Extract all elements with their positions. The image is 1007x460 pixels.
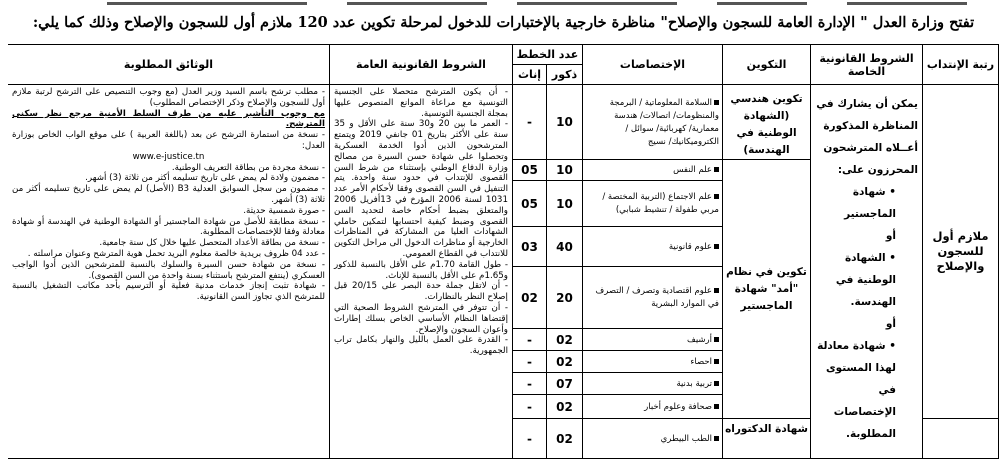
general-condition-item: - أن يكون المترشح متحصلا على الجنسية التونسية مع مراعاة الموانع المنصوص عليها بمجلة الجنسية التونسية. [333,87,508,119]
specialty-cell: علم الاجتماع (التربية المختصة / مربي طفولة / تنشيط شبابي) [583,181,723,227]
document-item: - نسخة مطابقة للأصل من شهادة الماجستير أو الشهادة الوطنية في الهندسة أو شهادة معادلة وفقا للإختصاصات المطلوبة. [11,216,325,238]
male-count: 02 [547,329,583,351]
female-count: 05 [512,181,546,227]
document-item: - نسخة من شهادة حسن السيرة والسلوك بالنسبة للمترشحين الذين أدوا الواجب العسكري (ينتفع المترشح باستثناء بسنة واحدة من السن القصوى). [11,259,325,281]
bullet-square-icon [714,194,719,199]
bullet-square-icon [714,381,719,386]
specialty-cell: احصاء [583,351,723,373]
special-condition-or-2: أو [885,318,896,330]
special-condition-master: • شهادة الماجستير [844,186,896,220]
document-item: - نسخة من استمارة الترشح عن بعد (باللغة العربية ) على موقع الواب الخاص بوزارة العدل: [11,130,325,151]
general-condition-item: - القدرة على العمل بالليل والنهار بكامل تراب الجمهورية. [333,335,508,357]
specialty-cell: أرشيف [583,329,723,351]
header-female: إناث [512,65,546,85]
general-condition-item: - العمر ما بين 20 و30 سنة على الأقل و 35 سنة على الأكثر بتاريخ 01 جانفي 2019 ويتمتع المترشحون الذين أدوا الخدمة العسكرية وتحصلوا على شهادة حسن السيرة من مصالح وزارة الدفاع الوطني بإستثناء من شرط السن القصوى للإنتداب في حدود سنة واحدة. يتم التنفيل في السن القصوى وفقا لأحكام الأمر عدد 1031 لسنة 2006 المؤرخ في 13أفريل 2006 والمتعلق بضبط أحكام خاصة لتحديد السن القصوى وضبط كيفية احتسابها لتمكين حاملي الشهادات العليا من المشاركة في المناظرات الخارجية أو مناظرات الدخول الى مراحل التكوين للانتداب في القطاع العمومي. [333,119,508,259]
competition-table [8,44,999,459]
female-count: 05 [512,160,546,181]
rank-cell-continued [923,419,999,459]
document-item: - مطلب ترشح باسم السيد وزير العدل (مع وجوب التنصيص على الترشح لرتبة ملازم أول للسجون والإصلاح وذكر الإختصاص المطلوب) [11,87,325,108]
female-count: - [512,329,546,351]
documents-cell [8,85,329,459]
top-cropped-line [0,0,1007,8]
header-documents: الوثائق المطلوبة [8,45,329,85]
header-male: ذكور [547,65,583,85]
female-count: 02 [512,267,546,329]
rank-cell: ملازم أول للسجون والإصلاح [923,85,999,419]
specialty-cell: علم النفس [583,160,723,181]
general-condition-item: - طول القامة 1.70م على الأقل بالنسبة للذكور و1.65م على الأقل بالنسبة للإناث. [333,259,508,281]
special-conditions-cell [811,85,923,459]
document-item: - نسخة من بطاقة الأعداد المتحصل عليها خلال كل سنة جامعية. [99,238,325,249]
specialty-cell: الطب البيطري [583,419,723,459]
specialty-cell: علوم اقتصادية وتصرف / التصرف في الموارد البشرية [583,267,723,329]
male-count: 40 [547,227,583,267]
header-specialties: الإختصاصات [583,45,723,85]
male-count: 20 [547,267,583,329]
header-general-conditions: الشروط القانونية العامة [329,45,512,85]
header-special-conditions: الشروط القانونية الخاصة [811,45,923,85]
general-condition-item: - أن تتوفر في المترشح الشروط الصحية التي إقتضاها النظام الأساسي الخاص بسلك إطارات وأعوان السجون والإصلاح. [333,302,508,335]
general-conditions-cell [329,85,512,459]
specialty-cell: علوم قانونية [583,227,723,267]
special-condition-engineering: • الشهادة الوطنية في الهندسة. [835,252,896,308]
male-count: 02 [547,419,583,459]
female-count: - [512,419,546,459]
specialty-cell: تربية بدنية [583,373,723,395]
document-item: - نسخة مجردة من بطاقة التعريف الوطنية. [171,162,325,173]
document-item: - صورة شمسية حديثة. [243,205,325,216]
female-count: 03 [512,227,546,267]
female-count: - [512,85,546,160]
header-plans: عدد الخطط [512,45,582,65]
female-count: - [512,373,546,395]
document-item: - شهادة تثبت إنجاز خدمات مدنية فعلية أو الترسيم بأحد مكاتب التشغيل بالنسبة للمترشح الذي تجاوز السن القانونية. [11,281,325,303]
document-item: - مضمون ولادة لم يمض على تاريخ تسليمه أكثر من ثلاثة (3) أشهر. [85,173,325,184]
bullet-square-icon [714,404,719,409]
announcement-headline: تفتح وزارة العدل " الإدارة العامة للسجون والإصلاح" مناظرة خارجية بالإختبارات للدخول لمرحلة تكوين عدد 120 ملازم أول للسجون والإصلاح وذلك كما يلي: [32,14,975,31]
bullet-square-icon [714,244,719,249]
header-training: التكوين [723,45,811,85]
document-website: www.e-justice.tn [132,151,205,162]
bullet-square-icon [714,359,719,364]
special-condition-equivalent: • شهادة معادلة لهذا المستوى في الإختصاصات المطلوبة. [817,340,896,440]
bullet-square-icon [714,167,719,172]
training-doctorate: شهادة الدكتوراه [723,419,811,459]
training-master: تكوين في نظام "أمد" شهادة الماجستير [723,160,811,419]
special-conditions-intro: يمكن أن يشارك في المناظرة المذكورة أعــلاه المترشحون المحرزون على: [816,98,918,176]
document-note-underlined: مع وجوب التأشير عليه من طرف السلط الأمنية مرجع نظر سكنى المترشح. [11,108,325,130]
document-item: - مضمون من سجل السوابق العدلية B3 (الأصل) لم يمض على تاريخ تسليمه أكثر من ثلاثة (3) أشهر. [11,184,325,205]
general-condition-item: - أن لاتقل جملة حدة البصر على 20/15 قبل إصلاح النظر بالنظارات. [333,281,508,303]
header-rank: رتبة الإنتداب [923,45,999,85]
female-count: - [512,395,546,419]
special-condition-or-1: أو [885,230,896,242]
male-count: 10 [547,85,583,160]
male-count: 10 [547,181,583,227]
female-count: - [512,351,546,373]
competition-table-frame [8,44,999,460]
bullet-square-icon [714,436,719,441]
specialty-cell: صحافة وعلوم أخبار [583,395,723,419]
male-count: 07 [547,373,583,395]
male-count: 02 [547,351,583,373]
bullet-square-icon [714,288,719,293]
bullet-square-icon [714,337,719,342]
male-count: 02 [547,395,583,419]
bullet-square-icon [714,100,719,105]
male-count: 10 [547,160,583,181]
specialty-cell: السلامة المعلوماتية / البرمجة والمنظومات/ اتصالات/ هندسة معمارية/ كهربائية/ سوائل / الكتروميكانيك/ نسيج [583,85,723,160]
document-item: - عدد 04 ظروف بريدية خالصة معلوم البريد تحمل هوية المترشح وعنوان مراسلته . [27,248,325,259]
training-engineering: تكوين هندسي (الشهادة الوطنية في الهندسة) [723,85,811,160]
